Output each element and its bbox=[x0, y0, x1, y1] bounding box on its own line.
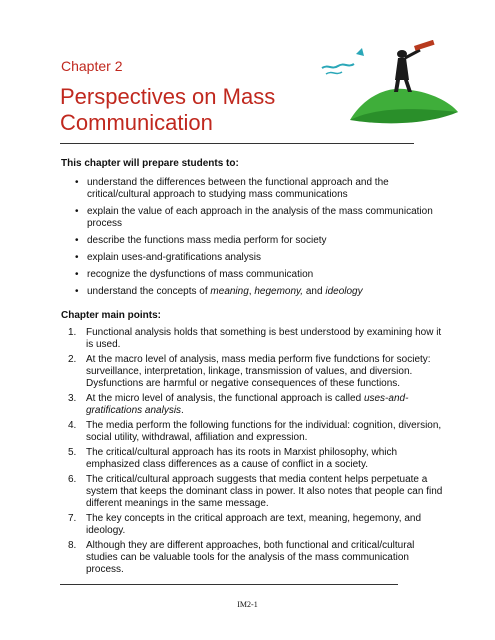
page-title: Perspectives on Mass Communication bbox=[60, 84, 276, 135]
main-points-heading: Chapter main points: bbox=[61, 310, 162, 321]
list-item: • understand the concepts of meaning, hegemony, and ideology bbox=[75, 286, 363, 297]
list-item: 1. Functional analysis holds that something is best understood by examining how it is used. bbox=[68, 327, 442, 350]
list-item: • explain the value of each approach in the analysis of the mass communication process bbox=[75, 206, 433, 229]
list-item: • recognize the dysfunctions of mass communication bbox=[75, 269, 314, 280]
bullet: • bbox=[75, 235, 79, 246]
list-item: 6. The critical/cultural approach suggests that media content helps perpetuate a system that keeps the dominant class in power. It also notes that people can find different meanings in the same message. bbox=[68, 474, 443, 509]
bullet: • bbox=[75, 177, 79, 188]
lookout-clipart-icon bbox=[310, 40, 460, 130]
chapter-label: Chapter 2 bbox=[61, 58, 123, 74]
list-item: 3. At the micro level of analysis, the functional approach is called uses-and-gratifications analysis. bbox=[68, 393, 409, 416]
bullet: • bbox=[75, 206, 79, 217]
list-item: 4. The media perform the following functions for the individual: cognition, diversion, social utility, withdrawal, affiliation and expression. bbox=[68, 420, 442, 443]
page-number: IM2-1 bbox=[237, 600, 258, 609]
list-item: 5. The critical/cultural approach has its roots in Marxist philosophy, which emphasized class differences as a cause of conflict in a society. bbox=[68, 447, 398, 470]
title-divider bbox=[60, 143, 414, 144]
list-item: • explain uses-and-gratifications analysis bbox=[75, 252, 261, 263]
bullet: • bbox=[75, 252, 79, 263]
list-item: • understand the differences between the functional approach and the critical/cultural approach to studying mass communications bbox=[75, 177, 389, 200]
list-item: • describe the functions mass media perform for society bbox=[75, 235, 327, 246]
main-points-list bbox=[68, 327, 444, 579]
list-item: 7. The key concepts in the critical approach are text, meaning, hegemony, and ideology. bbox=[68, 513, 422, 536]
footer-divider bbox=[60, 584, 398, 585]
list-item: 2. At the macro level of analysis, mass media perform five fundctions for society: surveillance, interpretation, linkage, transmission of values, and diversion. Dysfunctions are harmful or negative consequences of these functions. bbox=[68, 354, 431, 389]
bullet: • bbox=[75, 286, 79, 297]
bullet: • bbox=[75, 269, 79, 280]
list-item: 8. Although they are different approaches, both functional and critical/cultural studies can be valuable tools for the analysis of the mass communication process. bbox=[68, 540, 415, 575]
objectives-heading: This chapter will prepare students to: bbox=[61, 158, 239, 169]
objectives-list bbox=[75, 177, 435, 303]
